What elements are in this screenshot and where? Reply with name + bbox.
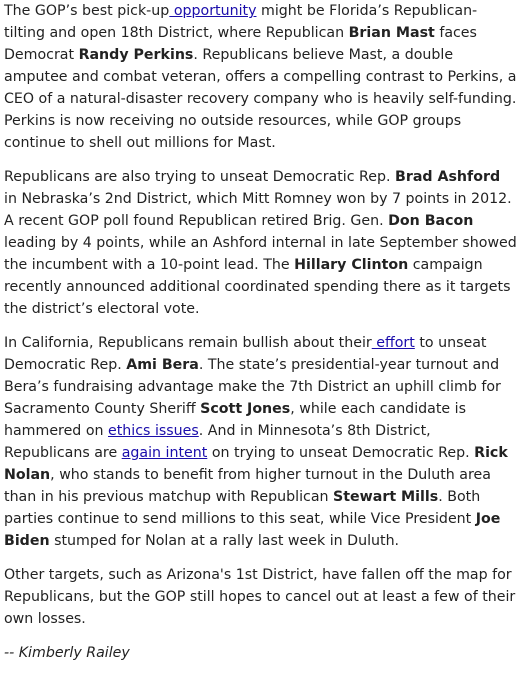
text-run: . Republicans believe Mast, a double amputee and combat veteran, offers a compelling contrast to Perkins, a CEO of a natural-disaster recovery company who is heavily self-funding. Perkins is now receiving no outside resources, while GOP groups continue to shell out millions for Mast. (4, 47, 517, 151)
text-run: The GOP’s best pick-up (4, 3, 170, 19)
name-brian-mast: Brian Mast (348, 25, 435, 41)
link-again-intent[interactable]: again intent (121, 445, 208, 461)
paragraph-nebraska (4, 166, 517, 320)
text-run: . Both parties continue to send millions to this seat, while Vice President (4, 489, 481, 527)
byline: -- Kimberly Railey (4, 645, 130, 661)
paragraph-california-minnesota (4, 332, 517, 552)
article-body (4, 0, 517, 676)
name-ami-bera: Ami Bera (126, 357, 199, 373)
name-scott-jones: Scott Jones (200, 401, 291, 417)
text-run: might be Florida’s Republican-tilting and open 18th District, where Republican (4, 3, 478, 41)
text-run: , who stands to benefit from higher turnout in the Duluth area than in his previous matchup with Republican (4, 467, 491, 505)
text-run: . And in Minnesota’s 8th District, Republicans are (4, 423, 431, 461)
text-run: in Nebraska’s 2nd District, which Mitt Romney won by 7 points in 2012. A recent GOP poll found Republican retired Brig. Gen. (4, 191, 512, 229)
name-randy-perkins: Randy Perkins (78, 47, 194, 63)
name-stewart-mills: Stewart Mills (333, 489, 439, 505)
text-run: on trying to unseat Democratic Rep. (207, 445, 475, 461)
text-run: stumped for Nolan at a rally last week in Duluth. (49, 533, 400, 549)
name-don-bacon: Don Bacon (388, 213, 474, 229)
paragraph-other-targets (4, 564, 517, 630)
link-ethics-issues[interactable]: ethics issues (108, 423, 199, 439)
text-run: leading by 4 points, while an Ashford internal in late September showed the incumbent with a 10-point lead. The (4, 235, 517, 273)
text-run: Republicans are also trying to unseat Democratic Rep. (4, 169, 396, 185)
name-hillary-clinton: Hillary Clinton (294, 257, 409, 273)
text-run: In California, Republicans remain bullish about their (4, 335, 372, 351)
text-run: . The state’s presidential-year turnout and Bera’s fundraising advantage make the 7th District an uphill climb for Sacramento County Sheriff (4, 357, 501, 417)
link-opportunity[interactable]: opportunity (169, 3, 257, 19)
name-rick-nolan: Rick Nolan (4, 445, 508, 483)
name-brad-ashford: Brad Ashford (395, 169, 501, 185)
paragraph-florida (4, 0, 517, 154)
name-joe-biden: Joe Biden (4, 511, 501, 549)
text-run: campaign recently announced additional coordinated spending there as it targets the district’s electoral vote. (4, 257, 511, 317)
text-run: to unseat Democratic Rep. (4, 335, 487, 373)
text-run: faces Democrat (4, 25, 477, 63)
link-effort[interactable]: effort (371, 335, 415, 351)
text-run: , while each candidate is hammered on (4, 401, 466, 439)
text-run: Other targets, such as Arizona's 1st District, have fallen off the map for Republicans, but the GOP still hopes to cancel out at least a few of their own losses. (4, 567, 516, 627)
